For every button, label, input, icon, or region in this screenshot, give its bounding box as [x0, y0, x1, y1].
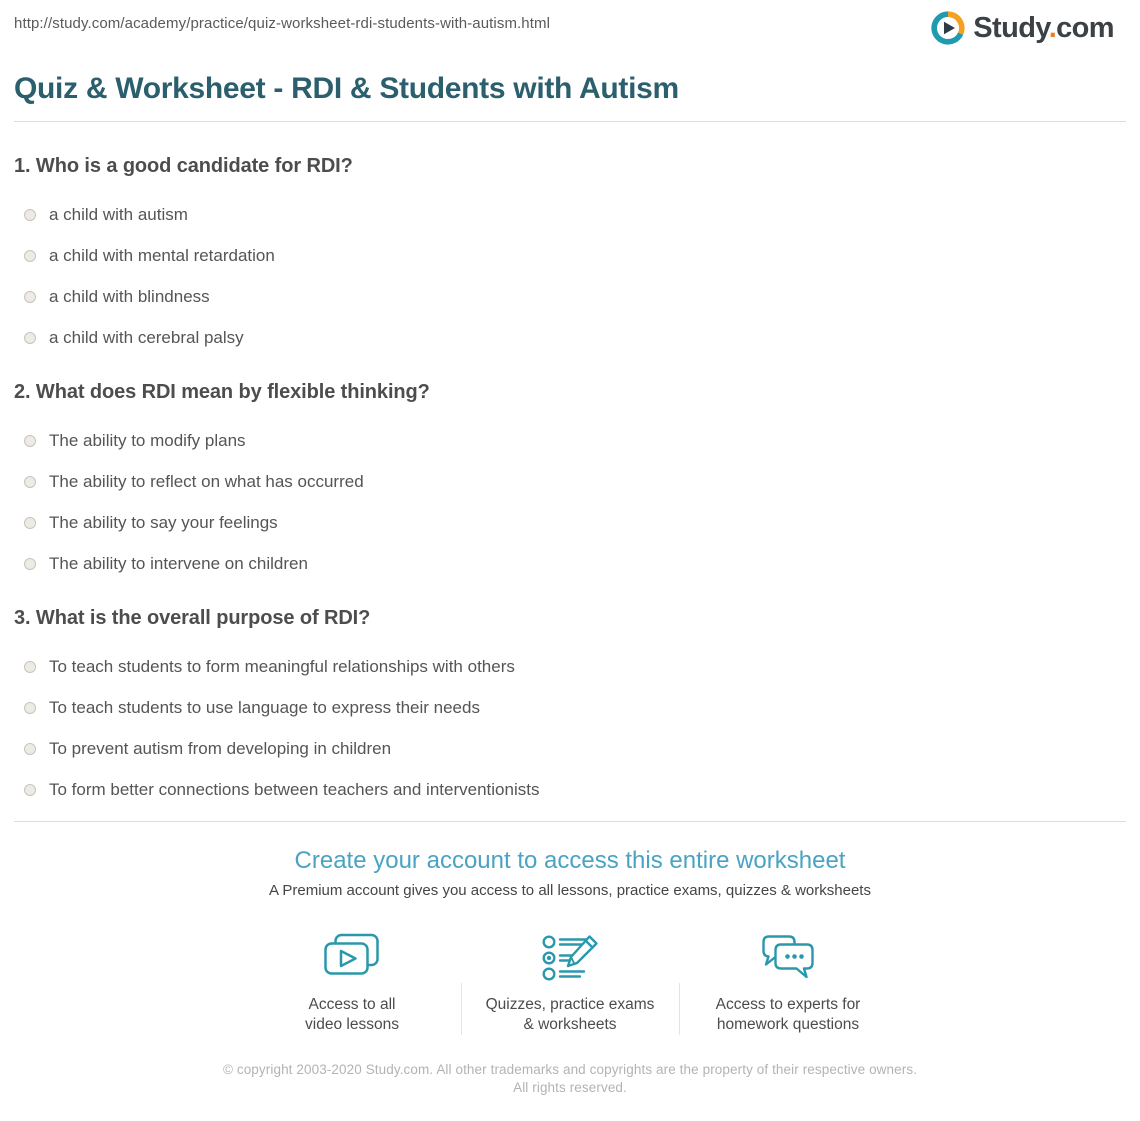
answer-option-label[interactable]: To form better connections between teachers and interventionists	[49, 780, 540, 799]
answer-option[interactable]	[14, 657, 1126, 677]
question-3	[14, 607, 1126, 800]
radio-button[interactable]	[24, 661, 36, 673]
feature-label-line1: Access to all	[308, 996, 396, 1013]
chat-experts-icon	[759, 933, 817, 983]
radio-button[interactable]	[24, 435, 36, 447]
question-2-options	[14, 431, 1126, 574]
studycom-play-icon	[931, 11, 965, 45]
answer-option-label[interactable]: The ability to modify plans	[49, 431, 246, 450]
answer-option[interactable]	[14, 205, 1126, 225]
logo-dot: .	[1048, 12, 1057, 44]
page-url: http://study.com/academy/practice/quiz-worksheet-rdi-students-with-autism.html	[14, 15, 551, 32]
radio-button[interactable]	[24, 476, 36, 488]
answer-option-label[interactable]: To teach students to use language to express their needs	[49, 698, 480, 717]
question-1	[14, 155, 1126, 348]
answer-option[interactable]	[14, 698, 1126, 718]
logo-brand: Study	[973, 12, 1049, 44]
answer-option-label[interactable]: a child with blindness	[49, 287, 210, 306]
answer-option-label[interactable]: The ability to intervene on children	[49, 554, 308, 573]
answer-option[interactable]	[14, 431, 1126, 451]
answer-option[interactable]	[14, 780, 1126, 800]
feature-quizzes-worksheets	[462, 933, 679, 1035]
question-2	[14, 381, 1126, 574]
answer-option-label[interactable]: The ability to say your feelings	[49, 513, 278, 532]
title-divider	[14, 121, 1126, 122]
radio-button[interactable]	[24, 702, 36, 714]
answer-option-label[interactable]: The ability to reflect on what has occurred	[49, 472, 364, 491]
logo-tld: com	[1056, 12, 1114, 44]
answer-option[interactable]	[14, 472, 1126, 492]
feature-label-line1: Access to experts for	[715, 996, 861, 1013]
answer-option[interactable]	[14, 739, 1126, 759]
answer-option[interactable]	[14, 554, 1126, 574]
page-header	[14, 0, 1126, 45]
radio-button[interactable]	[24, 558, 36, 570]
feature-label	[486, 995, 655, 1035]
studycom-wordmark	[973, 11, 1114, 45]
page-title: Quiz & Worksheet - RDI & Students with Autism	[14, 72, 679, 105]
create-account-link[interactable]: Create your account to access this entire worksheet	[294, 847, 846, 874]
radio-button[interactable]	[24, 291, 36, 303]
answer-option[interactable]	[14, 328, 1126, 348]
answer-option-label[interactable]: To teach students to form meaningful relationships with others	[49, 657, 515, 676]
answer-option-label[interactable]: a child with mental retardation	[49, 246, 275, 265]
radio-button[interactable]	[24, 784, 36, 796]
feature-label-line2: video lessons	[305, 1016, 399, 1033]
feature-label	[716, 995, 861, 1035]
copyright-notice: © copyright 2003-2020 Study.com. All other trademarks and copyrights are the property of their respective owners. All rights reserved.	[222, 1062, 918, 1095]
feature-label-line2: & worksheets	[523, 1016, 617, 1033]
features-row	[14, 933, 1126, 1035]
radio-button[interactable]	[24, 743, 36, 755]
quizzes-worksheets-icon	[541, 933, 599, 983]
question-1-options	[14, 205, 1126, 348]
radio-button[interactable]	[24, 209, 36, 221]
radio-button[interactable]	[24, 250, 36, 262]
studycom-logo[interactable]	[931, 11, 1114, 45]
cta-divider	[14, 821, 1126, 822]
feature-video-lessons	[244, 933, 461, 1035]
feature-homework-experts	[680, 933, 897, 1035]
answer-option[interactable]	[14, 287, 1126, 307]
video-lessons-icon	[322, 933, 382, 983]
radio-button[interactable]	[24, 332, 36, 344]
answer-option[interactable]	[14, 513, 1126, 533]
feature-label-line1: Quizzes, practice exams	[485, 996, 655, 1013]
answer-option-label[interactable]: a child with cerebral palsy	[49, 328, 244, 347]
radio-button[interactable]	[24, 517, 36, 529]
feature-label-line2: homework questions	[716, 1016, 860, 1033]
feature-label	[305, 995, 399, 1035]
answer-option[interactable]	[14, 246, 1126, 266]
question-2-title: 2. What does RDI mean by flexible thinking?	[14, 381, 430, 403]
question-3-options	[14, 657, 1126, 800]
answer-option-label[interactable]: a child with autism	[49, 205, 188, 224]
premium-subheading: A Premium account gives you access to all lessons, practice exams, quizzes & worksheets	[269, 882, 871, 899]
question-1-title: 1. Who is a good candidate for RDI?	[14, 155, 353, 177]
question-3-title: 3. What is the overall purpose of RDI?	[14, 607, 371, 629]
answer-option-label[interactable]: To prevent autism from developing in children	[49, 739, 392, 758]
